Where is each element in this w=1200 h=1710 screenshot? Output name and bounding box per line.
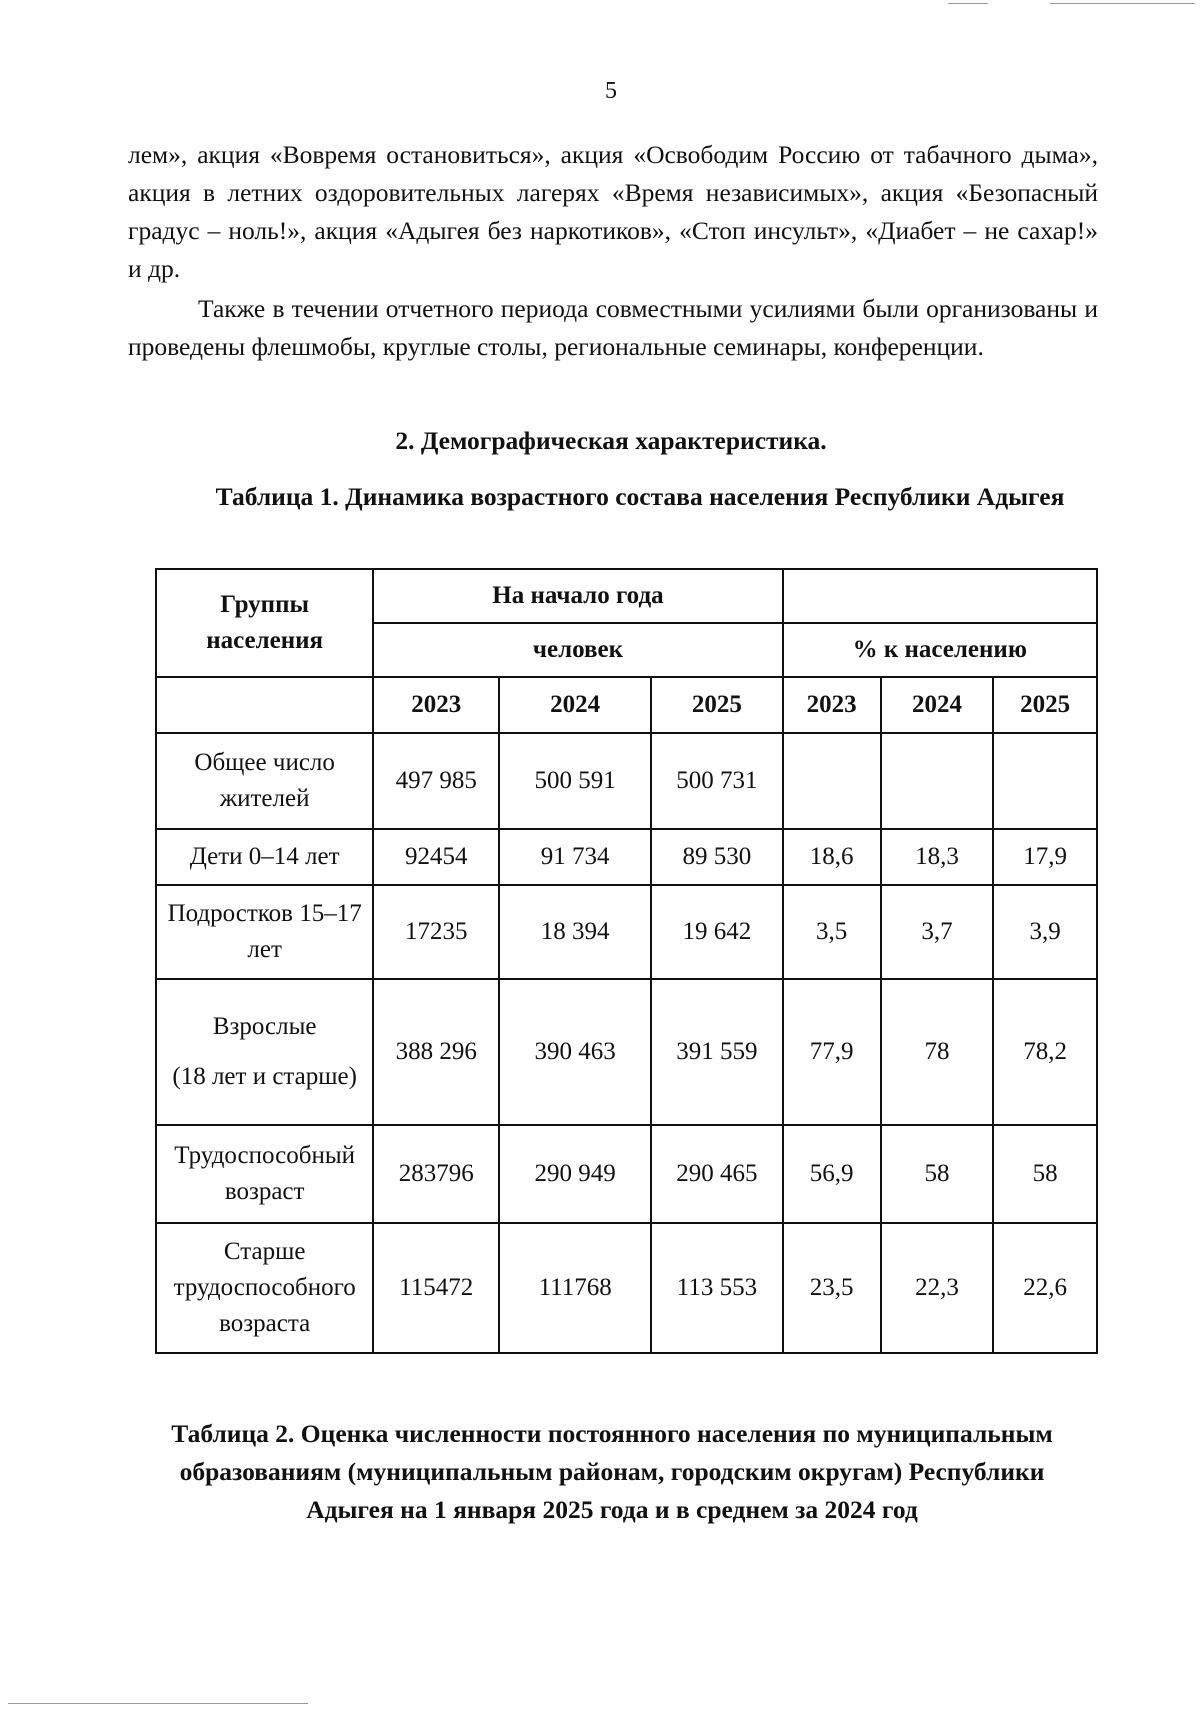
paragraph-events: Также в течении отчетного периода совместными усилиями были организованы и проведены флешмобы, круглые столы, региональные семинары, конференции. bbox=[128, 294, 1098, 361]
table-cell: 290 465 bbox=[651, 1125, 782, 1223]
table-header-years-row bbox=[156, 677, 1097, 733]
table-cell: 78,2 bbox=[993, 979, 1097, 1125]
row-label: Подростков 15–17 лет bbox=[156, 885, 373, 979]
scan-artifact bbox=[8, 1703, 308, 1704]
table-cell: 111768 bbox=[499, 1223, 651, 1353]
table1-caption: Таблица 1. Динамика возрастного состава населения Республики Адыгея bbox=[215, 482, 1065, 511]
table-cell: 77,9 bbox=[783, 979, 881, 1125]
row-label-line: (18 лет и старше) bbox=[172, 1063, 357, 1090]
header-start-of-year: На начало года bbox=[373, 569, 782, 623]
table-cell: 290 949 bbox=[499, 1125, 651, 1223]
header-percent: % к населению bbox=[783, 623, 1097, 677]
header-year: 2025 bbox=[651, 677, 782, 733]
table-cell: 18,3 bbox=[881, 829, 994, 885]
header-year: 2024 bbox=[881, 677, 994, 733]
table-cell: 89 530 bbox=[651, 829, 782, 885]
table-cell: 391 559 bbox=[651, 979, 782, 1125]
table-cell: 3,9 bbox=[993, 885, 1097, 979]
header-people: человек bbox=[373, 623, 782, 677]
table-cell: 22,6 bbox=[993, 1223, 1097, 1353]
table-cell: 18,6 bbox=[783, 829, 881, 885]
table-cell bbox=[783, 733, 881, 829]
header-empty-cell bbox=[156, 677, 373, 733]
table-cell: 91 734 bbox=[499, 829, 651, 885]
table2-caption: Таблица 2. Оценка численности постоянного населения по муниципальным образованиям (муниципальным районам, городским округам) Республики Адыгея на 1 января 2025 года и в среднем за 2024 год bbox=[171, 1419, 1053, 1524]
row-label-spacer bbox=[161, 1045, 368, 1059]
table-cell: 19 642 bbox=[651, 885, 782, 979]
table-cell: 78 bbox=[881, 979, 994, 1125]
header-year: 2023 bbox=[373, 677, 499, 733]
table-cell: 23,5 bbox=[783, 1223, 881, 1353]
table-cell: 17,9 bbox=[993, 829, 1097, 885]
header-empty bbox=[783, 569, 1097, 623]
header-year: 2024 bbox=[499, 677, 651, 733]
table-cell: 497 985 bbox=[373, 733, 499, 829]
page-number: 5 bbox=[605, 78, 617, 104]
table-header-row bbox=[156, 569, 1097, 623]
header-groups: Группы населения bbox=[156, 569, 373, 677]
table-cell: 17235 bbox=[373, 885, 499, 979]
row-label bbox=[156, 979, 373, 1125]
table-cell: 58 bbox=[881, 1125, 994, 1223]
table-cell: 500 591 bbox=[499, 733, 651, 829]
table-cell: 390 463 bbox=[499, 979, 651, 1125]
table-cell: 22,3 bbox=[881, 1223, 994, 1353]
table-cell: 115472 bbox=[373, 1223, 499, 1353]
table-cell: 58 bbox=[993, 1125, 1097, 1223]
table-cell: 3,7 bbox=[881, 885, 994, 979]
table-cell: 18 394 bbox=[499, 885, 651, 979]
row-label: Старше трудоспособного возраста bbox=[156, 1223, 373, 1353]
table-row bbox=[156, 1125, 1097, 1223]
table-cell bbox=[881, 733, 994, 829]
table-cell: 500 731 bbox=[651, 733, 782, 829]
table-row bbox=[156, 979, 1097, 1125]
table-row bbox=[156, 829, 1097, 885]
table-cell: 56,9 bbox=[783, 1125, 881, 1223]
table-cell: 113 553 bbox=[651, 1223, 782, 1353]
table-row bbox=[156, 885, 1097, 979]
row-label: Трудоспособный возраст bbox=[156, 1125, 373, 1223]
row-label: Общее число жителей bbox=[156, 733, 373, 829]
table-cell: 3,5 bbox=[783, 885, 881, 979]
header-year: 2023 bbox=[783, 677, 881, 733]
table-cell: 388 296 bbox=[373, 979, 499, 1125]
section-heading: 2. Демографическая характеристика. bbox=[395, 426, 827, 455]
row-label-line: Взрослые bbox=[212, 1013, 317, 1040]
table-cell: 92454 bbox=[373, 829, 499, 885]
row-label: Дети 0–14 лет bbox=[156, 829, 373, 885]
header-year: 2025 bbox=[993, 677, 1097, 733]
scan-artifact bbox=[1050, 3, 1195, 4]
paragraph-actions: лем», акция «Вовремя остановиться», акция «Освободим Россию от табачного дыма», акция в летних оздоровительных лагерях «Время независимых», акция «Безопасный градус – ноль!», акция «Адыгея без наркотиков», «Стоп инсульт», «Диабет – не сахар!» и др. bbox=[128, 140, 1098, 283]
age-structure-table bbox=[155, 568, 1098, 1354]
table-cell: 283796 bbox=[373, 1125, 499, 1223]
scan-artifact bbox=[948, 3, 988, 4]
table-row bbox=[156, 1223, 1097, 1353]
table-row bbox=[156, 733, 1097, 829]
table-cell bbox=[993, 733, 1097, 829]
